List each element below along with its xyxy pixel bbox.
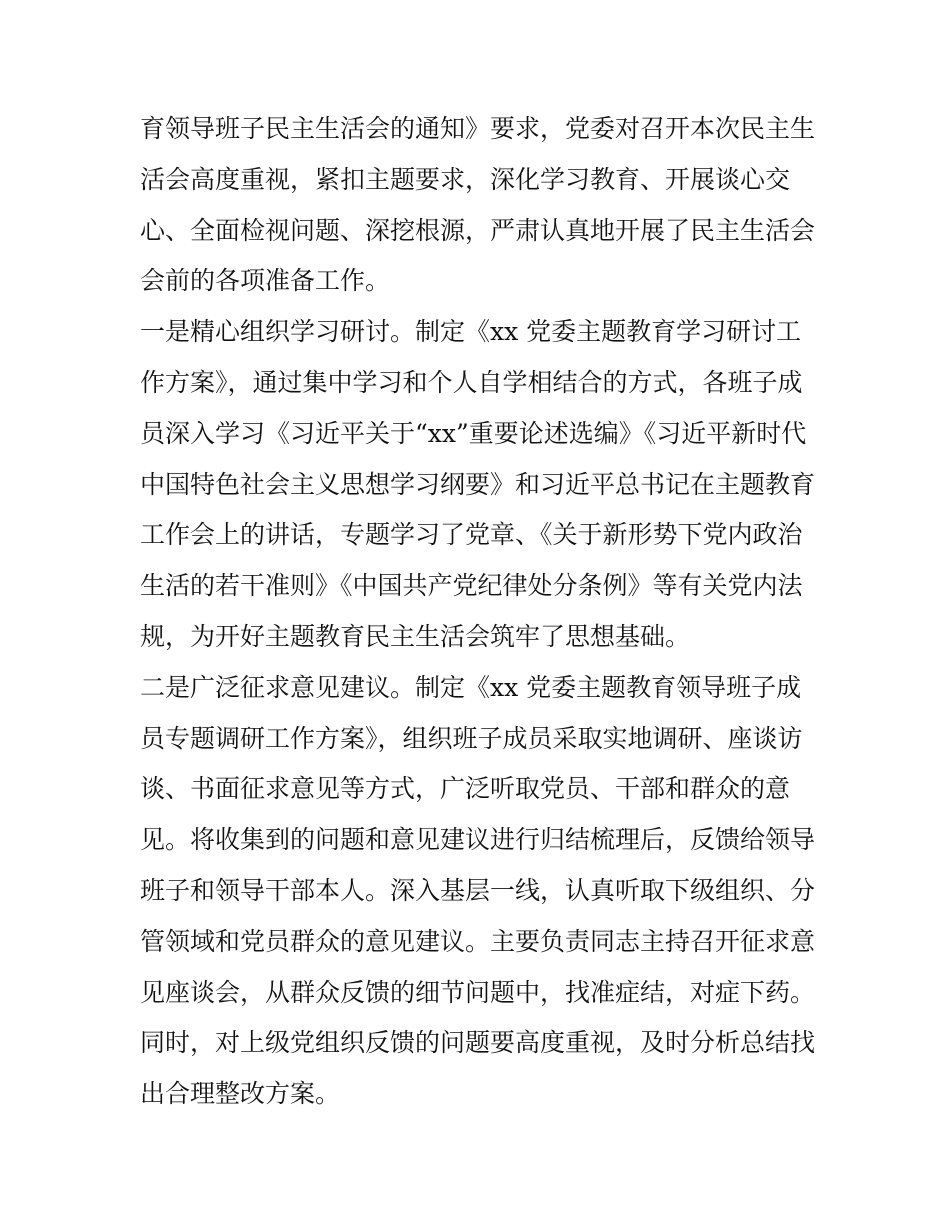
text-line: 出合理整改方案。 <box>140 1079 341 1109</box>
text-line: 见。将收集到的问题和意见建议进行归结梳理后，反馈给领导 <box>140 825 816 855</box>
text-line: 见座谈会，从群众反馈的细节问题中，找准症结，对症下药。 <box>140 977 816 1007</box>
text-line: 中国特色社会主义思想学习纲要》和习近平总书记在主题教育 <box>140 469 816 499</box>
text-line: 员专题调研工作方案》，组织班子成员采取实地调研、座谈访 <box>140 723 803 753</box>
text-line: 育领导班子民主生活会的通知》要求，党委对召开本次民主生 <box>140 114 816 143</box>
text-line: 谈、书面征求意见等方式，广泛听取党员、干部和群众的意 <box>140 774 791 804</box>
text-line: 生活的若干准则》《中国共产党纪律处分条例》等有关党内法 <box>140 571 803 601</box>
text-line: 工作会上的讲话，专题学习了党章、《关于新形势下党内政治 <box>140 520 803 550</box>
text-line: 一是精心组织学习研讨。制定《xx 党委主题教育学习研讨工 <box>140 317 802 347</box>
text-line: 管领域和党员群众的意见建议。主要负责同志主持召开征求意 <box>140 926 816 956</box>
text-line: 活会高度重视，紧扣主题要求，深化学习教育、开展谈心交 <box>140 164 791 194</box>
document-body <box>140 104 820 1120</box>
text-line: 二是广泛征求意见建议。制定《xx 党委主题教育领导班子成 <box>140 672 802 702</box>
text-line: 作方案》，通过集中学习和个人自学相结合的方式，各班子成 <box>140 367 803 397</box>
text-line: 规，为开好主题教育民主生活会筑牢了思想基础。 <box>140 621 691 651</box>
text-line: 同时，对上级党组织反馈的问题要高度重视，及时分析总结找 <box>140 1028 816 1058</box>
text-line: 心、全面检视问题、深挖根源，严肃认真地开展了民主生活会 <box>140 215 816 245</box>
text-line: 会前的各项准备工作。 <box>140 266 391 296</box>
text-line: 班子和领导干部本人。深入基层一线，认真听取下级组织、分 <box>140 875 816 905</box>
text-line: 员深入学习《习近平关于“xx”重要论述选编》《习近平新时代 <box>140 418 807 448</box>
